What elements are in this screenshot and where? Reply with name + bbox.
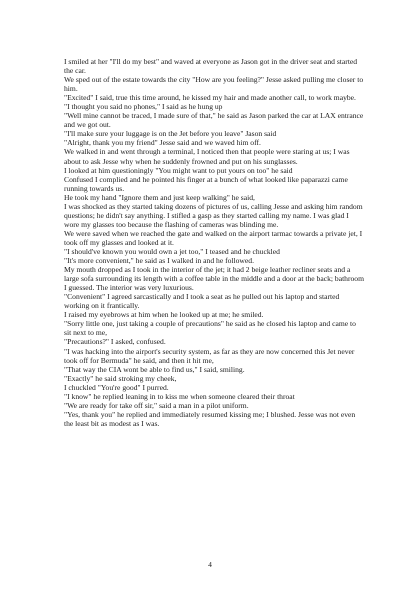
paragraph: I chuckled "You're good" I purred. bbox=[64, 382, 169, 392]
paragraph: I smiled at her "I'll do my best" and waved at everyone as Jason got in the driver seat and started the car. bbox=[64, 57, 358, 76]
paragraph: "Precautions?" I asked, confused. bbox=[64, 337, 166, 347]
paragraph: My mouth dropped as I took in the interior of the jet; it had 2 beige leather recliner seats and a large sofa surrounding its length with a coffee table in the middle and a door at the back; bathroom I guessed. The interior was very luxurious. bbox=[64, 265, 365, 293]
paragraph: "Excited" I said, true this time around, he kissed my hair and made another call, to work maybe. bbox=[64, 93, 356, 103]
paragraph: "Convenient" I agreed sarcastically and I took a seat as he pulled out his laptop and started working on it frantically. bbox=[64, 292, 340, 311]
paragraph: "Sorry little one, just taking a couple of precautions" he said as he closed his laptop and came to sit next to me, bbox=[64, 319, 356, 338]
paragraph: "I was hacking into the airport's security system, as far as they are now concerned this Jet never took off for Bermuda" he said, and then it hit me, bbox=[64, 346, 355, 365]
paragraph: "Exactly" he said stroking my cheek, bbox=[64, 373, 177, 383]
paragraph: He took my hand "Ignore them and just keep walking" he said, bbox=[64, 192, 255, 202]
paragraph: "Yes, thank you" he replied and immediately resumed kissing me; I blushed. Jesse was not even the least bit as modest as I was. bbox=[64, 409, 356, 428]
paragraph: "We are ready for take off sir," said a man in a pilot uniform. bbox=[64, 400, 249, 410]
paragraph: "I should've known you would own a jet too," I teased and he chuckled bbox=[64, 246, 280, 256]
paragraph: We sped out of the estate towards the city "How are you feeling?" Jesse asked pulling me closer to him. bbox=[64, 75, 364, 94]
paragraph: "It's more convenient," he said as I walked in and he followed. bbox=[64, 256, 254, 266]
paragraph: Confused I complied and he pointed his finger at a bunch of what looked like paparazzi came running towards us. bbox=[64, 174, 348, 193]
paragraph: We were saved when we reached the gate and walked on the airport tarmac towards a private jet, I took off my glasses and looked at it. bbox=[64, 228, 363, 247]
paragraph: "Well mine cannot be traced, I made sure of that," he said as Jason parked the car at LAX entrance and we got out. bbox=[64, 111, 364, 130]
paragraph: "That way the CIA wont be able to find us," I said, smiling. bbox=[64, 364, 245, 374]
paragraph: I looked at him questioningly "You might want to put yours on too" he said bbox=[64, 165, 293, 175]
paragraph: "I'll make sure your luggage is on the Jet before you leave" Jason said bbox=[64, 129, 277, 139]
paragraph: "I know" he replied leaning in to kiss me when someone cleared their throat bbox=[64, 391, 295, 401]
paragraph: "I thought you said no phones," I said as he hung up bbox=[64, 102, 223, 112]
paragraph: I was shocked as they started taking dozens of pictures of us, calling Jesse and asking him random questions; he didn't say anything. I stifled a gasp as they started calling my name. I was glad I wore my glasses too because the flashing of cameras was blinding me. bbox=[64, 201, 363, 229]
paragraph: "Alright, thank you my friend" Jesse said and we waved him off. bbox=[64, 138, 261, 148]
paragraph: I raised my eyebrows at him when he looked up at me; he smiled. bbox=[64, 310, 264, 320]
paragraph: We walked in and went through a terminal, I noticed then that people were staring at us; I was about to ask Jesse why when he suddenly frowned and put on his sunglasses. bbox=[64, 147, 350, 166]
page-number: 4 bbox=[208, 560, 212, 569]
body-text bbox=[64, 57, 364, 428]
